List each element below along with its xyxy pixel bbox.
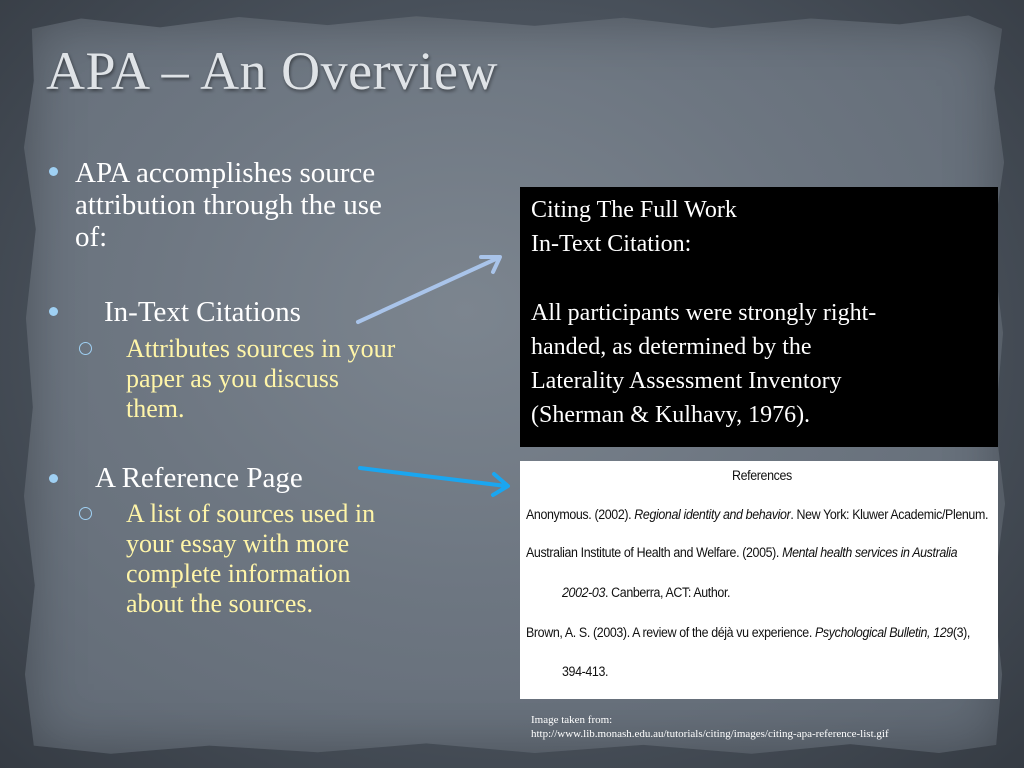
reference-text: Anonymous. (2002). <box>526 507 635 522</box>
citation-body-line: All participants were strongly right- <box>531 300 877 326</box>
sub-bullet-line: Attributes sources in your <box>126 334 396 363</box>
sub-bullet-ring <box>79 507 92 520</box>
bullet-dot <box>49 307 58 316</box>
slide-title: APA – An Overview <box>46 41 499 101</box>
reference-title: Psychological Bulletin, 129 <box>815 625 953 640</box>
reference-entry <box>526 507 988 522</box>
reference-title: 2002-03 <box>562 585 606 600</box>
reference-entry <box>526 545 957 560</box>
sub-bullet-reference <box>126 499 375 619</box>
image-source-url: http://www.lib.monash.edu.au/tutorials/citing/images/citing-apa-reference-list.gif <box>531 728 889 740</box>
reference-entry <box>526 625 970 640</box>
sub-bullet-line: A list of sources used in <box>126 499 376 528</box>
reference-entry-continued <box>562 664 608 679</box>
bullet-dot <box>49 474 58 483</box>
reference-entry-continued <box>562 585 730 600</box>
sub-bullet-line: about the sources. <box>126 589 314 618</box>
reference-text: . New York: Kluwer Academic/Plenum. <box>790 507 989 522</box>
reference-text: . Canberra, ACT: Author. <box>605 585 731 600</box>
sub-bullet-line: your essay with more <box>126 529 350 558</box>
bullet-intro-line: of: <box>75 221 108 253</box>
bullet-intro-line: attribution through the use <box>75 189 382 221</box>
bullet-dot <box>49 167 58 176</box>
citation-subheading: In-Text Citation: <box>531 231 692 257</box>
reference-text: Brown, A. S. (2003). A review of the déjà vu experience. <box>526 625 816 640</box>
bullet-reference-page: A Reference Page <box>95 462 303 494</box>
reference-list-image <box>520 461 998 699</box>
reference-title: Mental health services in Australia <box>782 545 958 560</box>
reference-text: Australian Institute of Health and Welfare. (2005). <box>526 545 783 560</box>
sub-bullet-ring <box>79 342 92 355</box>
reference-text: (3), <box>952 625 970 640</box>
bullet-intro <box>75 157 382 253</box>
citation-body-line: handed, as determined by the <box>531 334 812 360</box>
citation-heading: Citing The Full Work <box>531 197 737 223</box>
citation-body-line: (Sherman & Kulhavy, 1976). <box>531 402 811 428</box>
citation-body-line: Laterality Assessment Inventory <box>531 368 842 394</box>
sub-bullet-line: paper as you discuss <box>126 364 340 393</box>
reference-text: 394-413. <box>562 664 609 679</box>
bullet-intro-line: APA accomplishes source <box>75 157 376 189</box>
image-source-caption-label: Image taken from: <box>531 714 613 726</box>
references-heading: References <box>732 468 792 483</box>
sub-bullet-line: complete information <box>126 559 351 588</box>
sub-bullet-line: them. <box>126 394 185 423</box>
bullet-in-text-citations: In-Text Citations <box>104 296 301 328</box>
sub-bullet-in-text <box>126 334 395 424</box>
reference-title: Regional identity and behavior <box>634 507 791 522</box>
